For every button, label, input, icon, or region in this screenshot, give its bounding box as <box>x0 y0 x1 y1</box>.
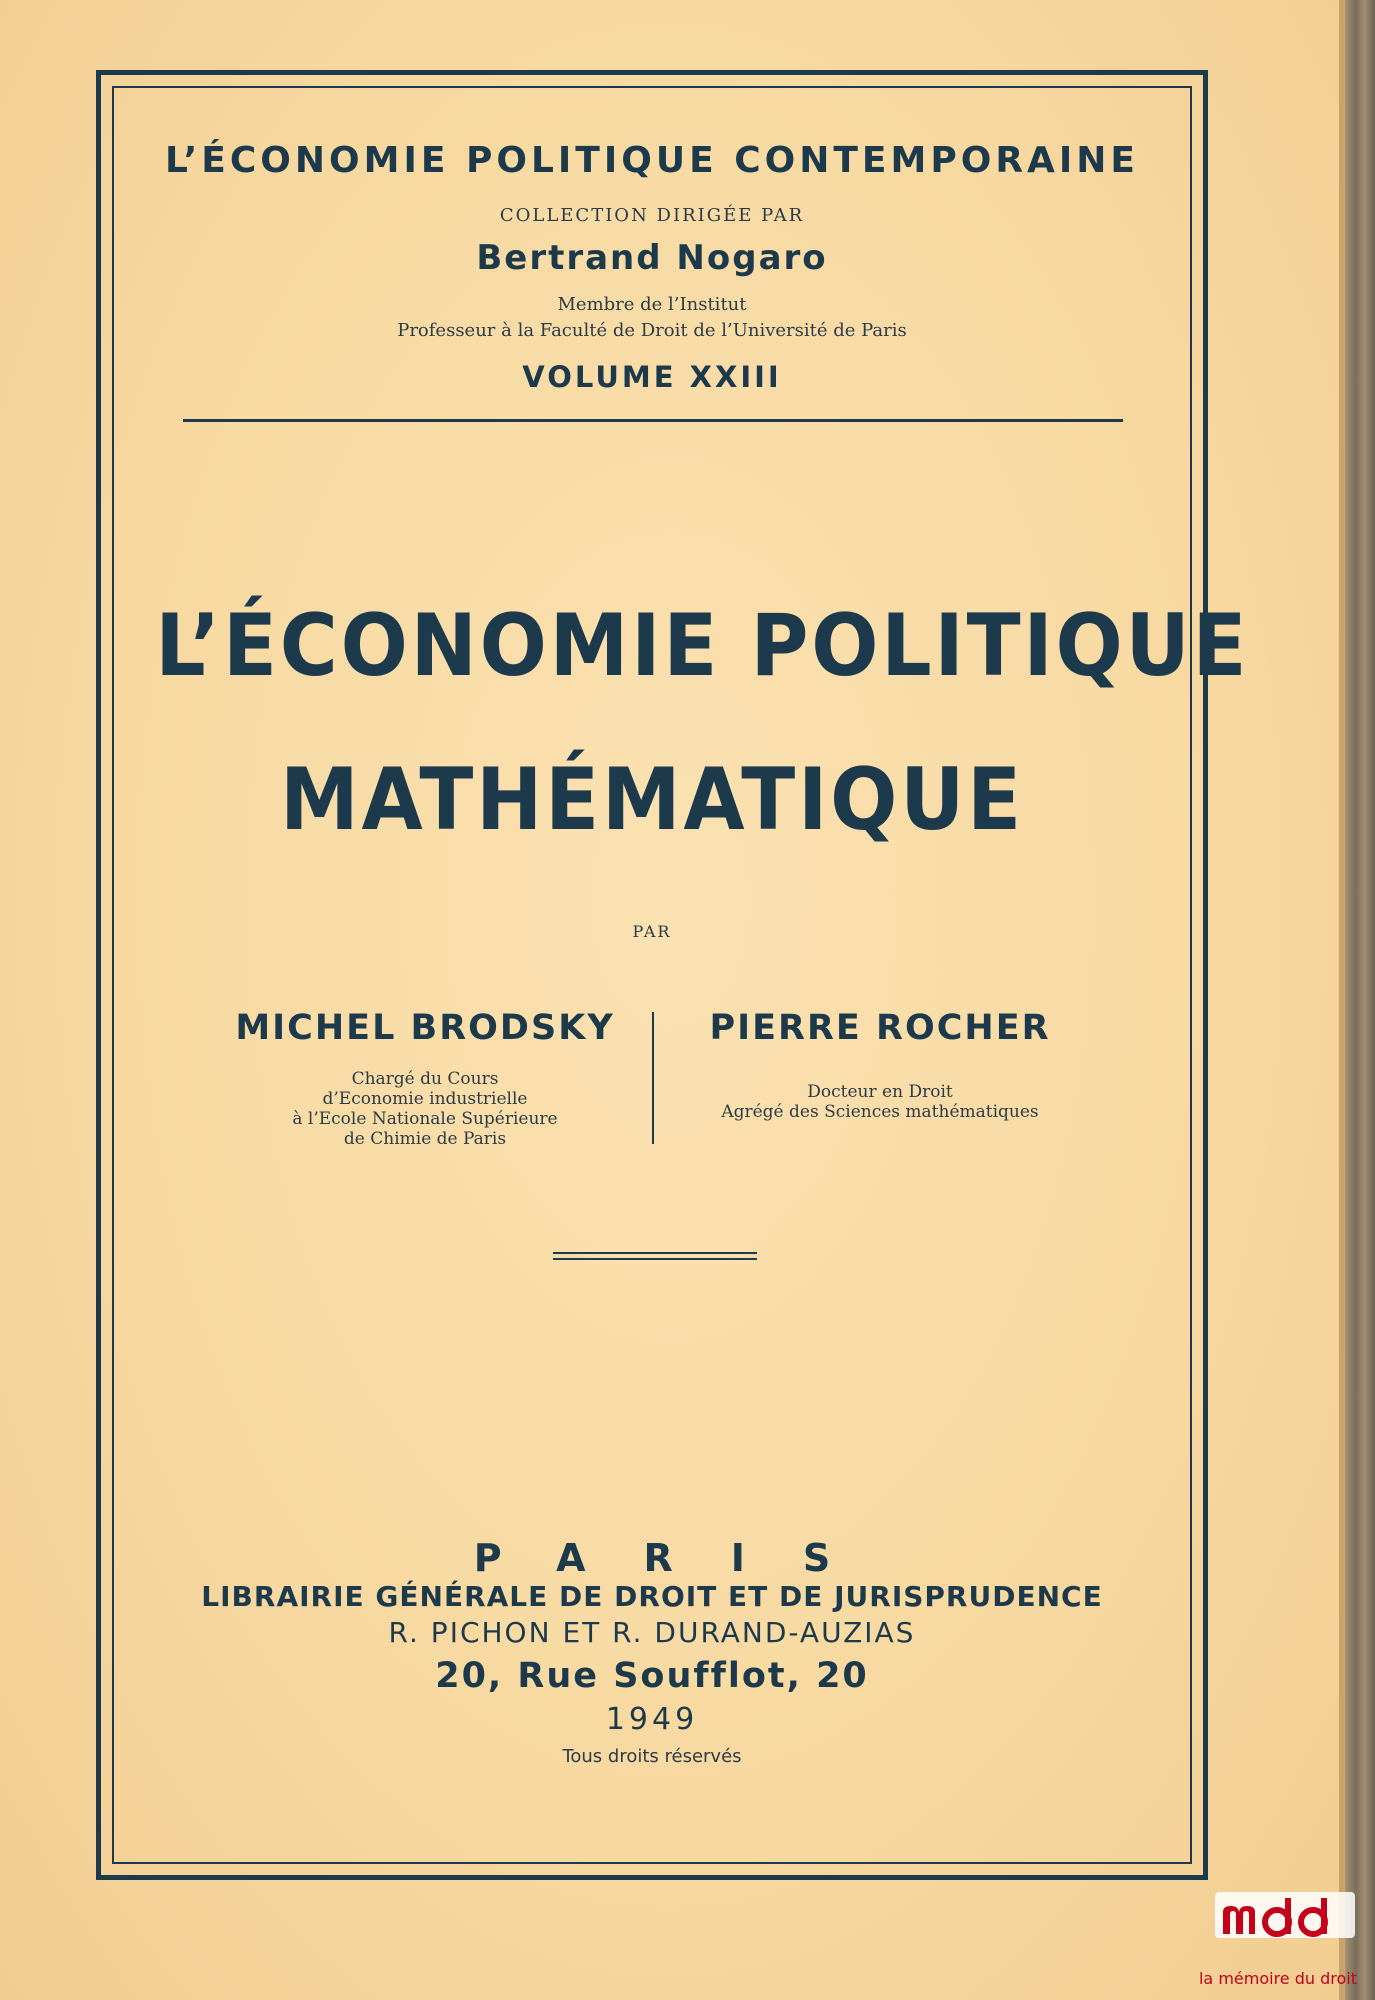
author-affiliation-line: d’Economie industrielle <box>322 1089 528 1109</box>
author-affiliation-line: Agrégé des Sciences mathématiques <box>721 1102 1039 1122</box>
publisher-address: 20, Rue Soufflot, 20 <box>435 1656 869 1696</box>
publisher-owners: R. PICHON ET R. DURAND-AUZIAS <box>388 1616 916 1649</box>
volume-number: VOLUME XXIII <box>522 360 782 394</box>
publication-year: 1949 <box>605 1702 699 1737</box>
middle-rule <box>553 1252 757 1254</box>
author-divider <box>652 1012 654 1144</box>
series-title: L’ÉCONOMIE POLITIQUE CONTEMPORAINE <box>164 140 1140 181</box>
mdd-logo <box>1205 1890 1365 1960</box>
author-affiliation-line: Docteur en Droit <box>807 1082 953 1102</box>
book-title-line-1: L’ÉCONOMIE POLITIQUE <box>155 596 1250 696</box>
middle-rule <box>553 1258 757 1260</box>
director-role-2: Professeur à la Faculté de Droit de l’Université de Paris <box>397 320 907 341</box>
publisher-name: LIBRAIRIE GÉNÉRALE DE DROIT ET DE JURISPRUDENCE <box>201 1580 1103 1613</box>
author-affiliation-line: de Chimie de Paris <box>343 1129 507 1149</box>
imprint-city: PARIS <box>473 1536 889 1580</box>
watermark-tagline: la mémoire du droit <box>1198 1969 1357 1988</box>
author-name: MICHEL BRODSKY <box>235 1008 615 1048</box>
top-rule <box>183 419 1123 422</box>
binding-strip <box>1339 0 1345 2000</box>
collection-label: COLLECTION DIRIGÉE PAR <box>499 205 805 226</box>
by-label: PAR <box>632 922 672 941</box>
author-affiliation-line: Chargé du Cours <box>351 1069 499 1089</box>
book-title-line-2: MATHÉMATIQUE <box>280 750 1024 850</box>
author-name: PIERRE ROCHER <box>709 1008 1051 1048</box>
director-role-1: Membre de l’Institut <box>557 294 747 315</box>
director-name: Bertrand Nogaro <box>476 238 828 278</box>
rights-notice: Tous droits réservés <box>562 1746 742 1767</box>
author-affiliation-line: à l’Ecole Nationale Supérieure <box>292 1109 558 1129</box>
page-edges <box>1340 0 1375 2000</box>
